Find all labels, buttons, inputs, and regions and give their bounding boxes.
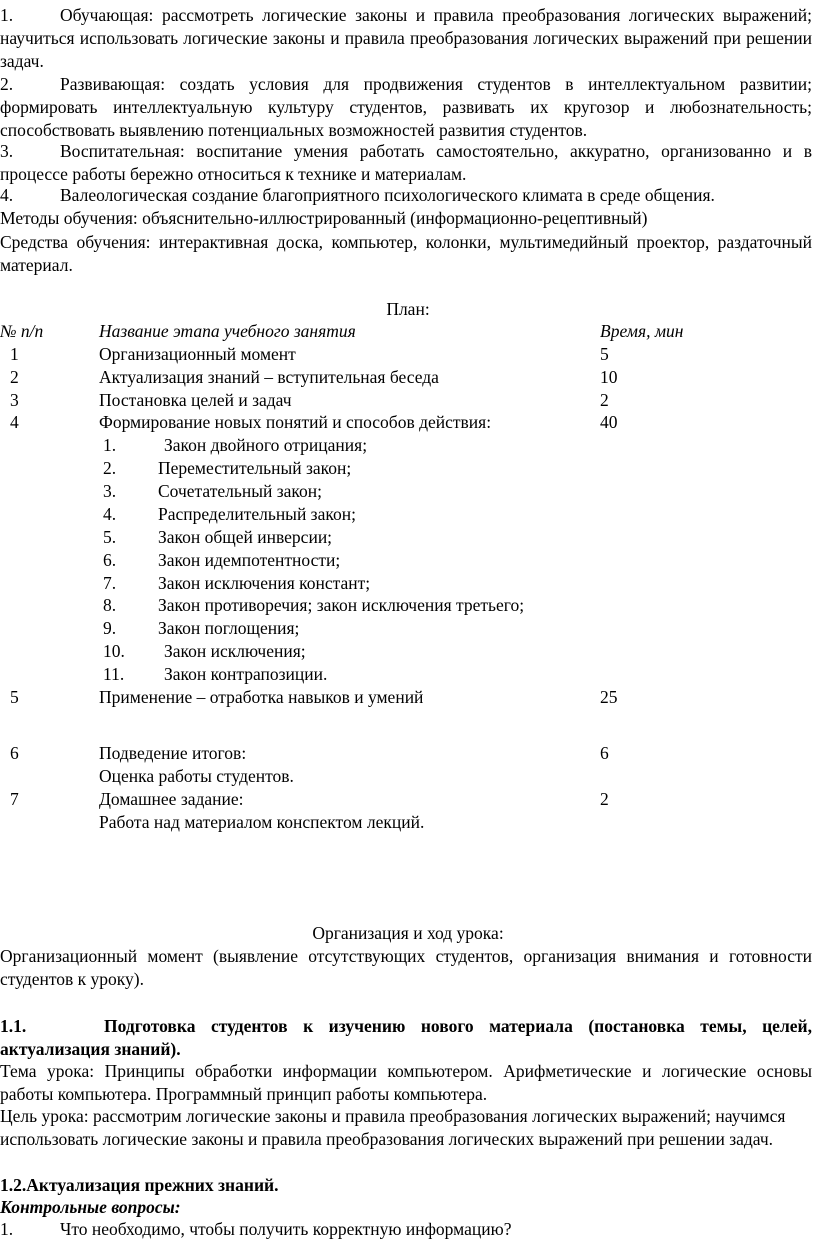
plan-row-extra-text: Оценка работы студентов. <box>99 766 294 786</box>
control-question <box>0 1218 812 1241</box>
course-title: Организация и ход урока: <box>312 923 504 943</box>
plan-row <box>0 788 816 811</box>
control-question-text: Что необходимо, чтобы получить корректную информацию? <box>60 1219 512 1239</box>
plan-row-time: 25 <box>600 687 618 707</box>
plan-row-num: 7 <box>10 789 19 809</box>
plan-row <box>0 686 816 709</box>
plan-row-extra <box>0 765 816 788</box>
plan-row-name: Подведение итогов: <box>99 743 247 763</box>
lesson-goal: Цель урока: рассмотрим логические законы и правила преобразования логических выражений; научимся использовать логические законы и правила преобразования логических выражений при решении задач. <box>0 1106 786 1149</box>
law-text: Распределительный закон; <box>158 504 356 524</box>
goal-3-num: 3. <box>0 141 14 161</box>
control-question-num: 1. <box>0 1219 14 1239</box>
plan-row <box>0 366 816 389</box>
plan-row-time: 2 <box>600 390 609 410</box>
plan-row-time: 5 <box>600 344 609 364</box>
plan-row-num: 4 <box>10 412 19 432</box>
law-text: Сочетательный закон; <box>158 481 322 501</box>
law-num: 6. <box>103 550 117 570</box>
plan-title: План: <box>386 299 430 319</box>
plan-row-num: 1 <box>10 344 19 364</box>
teaching-means: Средства обучения: интерактивная доска, компьютер, колонки, мультимедийный проектор, раздаточный материал. <box>0 232 812 275</box>
plan-row-num: 2 <box>10 367 19 387</box>
plan-header-row <box>0 320 816 343</box>
law-item <box>0 549 816 572</box>
law-num: 1. <box>103 435 117 455</box>
law-item <box>0 457 816 480</box>
plan-row <box>0 389 816 412</box>
section-1-1-title: Подготовка студентов к изучению нового материала (постановка темы, целей, актуализация знаний). <box>0 1016 812 1059</box>
law-num: 9. <box>103 618 117 638</box>
goal-2 <box>0 73 812 142</box>
plan-row-extra <box>0 811 816 834</box>
law-text: Переместительный закон; <box>158 458 352 478</box>
law-num: 4. <box>103 504 117 524</box>
goal-4-num: 4. <box>0 185 14 205</box>
plan-row-time: 6 <box>600 743 609 763</box>
plan-row-time: 10 <box>600 367 618 387</box>
plan-row <box>0 343 816 366</box>
law-num: 10. <box>103 641 125 661</box>
plan-row-num: 3 <box>10 390 19 410</box>
control-questions-title: Контрольные вопросы: <box>0 1197 181 1217</box>
law-text: Закон контрапозиции. <box>164 664 328 684</box>
law-text: Закон исключения констант; <box>158 573 371 593</box>
plan-row-extra-text: Работа над материалом конспектом лекций. <box>99 812 425 832</box>
plan-row <box>0 411 816 434</box>
goal-3-text: Воспитательная: воспитание умения работать самостоятельно, аккуратно, организованно и в процессе работы бережно относиться к технике и материалам. <box>0 141 812 184</box>
lesson-topic: Тема урока: Принципы обработки информации компьютером. Арифметические и логические основы работы компьютера. Программный принцип работы компьютера. <box>0 1061 812 1104</box>
law-item <box>0 434 816 457</box>
goal-4-text: Валеологическая создание благоприятного психологического климата в среде общения. <box>60 185 715 205</box>
plan-row-name: Постановка целей и задач <box>99 390 292 410</box>
plan-row-time: 40 <box>600 412 618 432</box>
section-1-1-heading <box>0 1015 812 1061</box>
section-1-1-num: 1.1. <box>0 1016 27 1036</box>
section-1-2-heading: 1.2.Актуализация прежних знаний. <box>0 1175 279 1195</box>
law-text: Закон исключения; <box>164 641 306 661</box>
plan-header-name: Название этапа учебного занятия <box>99 321 356 341</box>
goal-3 <box>0 140 812 186</box>
goal-1-text: Обучающая: рассмотреть логические законы и правила преобразования логических выражений; научиться использовать логические законы и правила преобразования логических выражений при решении задач. <box>0 5 812 71</box>
plan-row-name: Актуализация знаний – вступительная беседа <box>99 367 439 387</box>
goal-2-num: 2. <box>0 74 14 94</box>
plan-header-num: № п/п <box>0 321 44 341</box>
law-num: 11. <box>103 664 125 684</box>
plan-row <box>0 742 816 765</box>
law-item <box>0 617 816 640</box>
law-item <box>0 572 816 595</box>
law-num: 5. <box>103 527 117 547</box>
law-text: Закон поглощения; <box>158 618 300 638</box>
plan-row-name: Организационный момент <box>99 344 296 364</box>
law-item <box>0 480 816 503</box>
law-num: 2. <box>103 458 117 478</box>
law-item <box>0 640 816 663</box>
plan-row-name: Применение – отработка навыков и умений <box>99 687 424 707</box>
law-num: 7. <box>103 573 117 593</box>
law-item <box>0 503 816 526</box>
goal-4 <box>0 184 812 207</box>
law-num: 8. <box>103 595 117 615</box>
org-moment: Организационный момент (выявление отсутствующих студентов, организация внимания и готовности студентов к уроку). <box>0 946 812 989</box>
plan-row-name: Домашнее задание: <box>99 789 244 809</box>
law-text: Закон двойного отрицания; <box>164 435 368 455</box>
law-item <box>0 663 816 686</box>
plan-row-num: 5 <box>10 687 19 707</box>
plan-row-num: 6 <box>10 743 19 763</box>
teaching-methods: Методы обучения: объяснительно-иллюстрированный (информационно-рецептивный) <box>0 208 648 228</box>
law-text: Закон общей инверсии; <box>158 527 333 547</box>
goal-1-num: 1. <box>0 5 14 25</box>
plan-row-name: Формирование новых понятий и способов действия: <box>99 412 492 432</box>
goal-1 <box>0 4 812 73</box>
plan-row-time: 2 <box>600 789 609 809</box>
law-item <box>0 594 816 617</box>
law-text: Закон противоречия; закон исключения третьего; <box>158 595 525 615</box>
law-text: Закон идемпотентности; <box>158 550 341 570</box>
law-num: 3. <box>103 481 117 501</box>
goal-2-text: Развивающая: создать условия для продвижения студентов в интеллектуальном развитии; формировать интеллектуальную культуру студентов, развивать их кругозор и любознательность; способствовать выявлению потенциальных возможностей развития студентов. <box>0 74 812 140</box>
plan-header-time: Время, мин <box>600 321 684 341</box>
law-item <box>0 526 816 549</box>
